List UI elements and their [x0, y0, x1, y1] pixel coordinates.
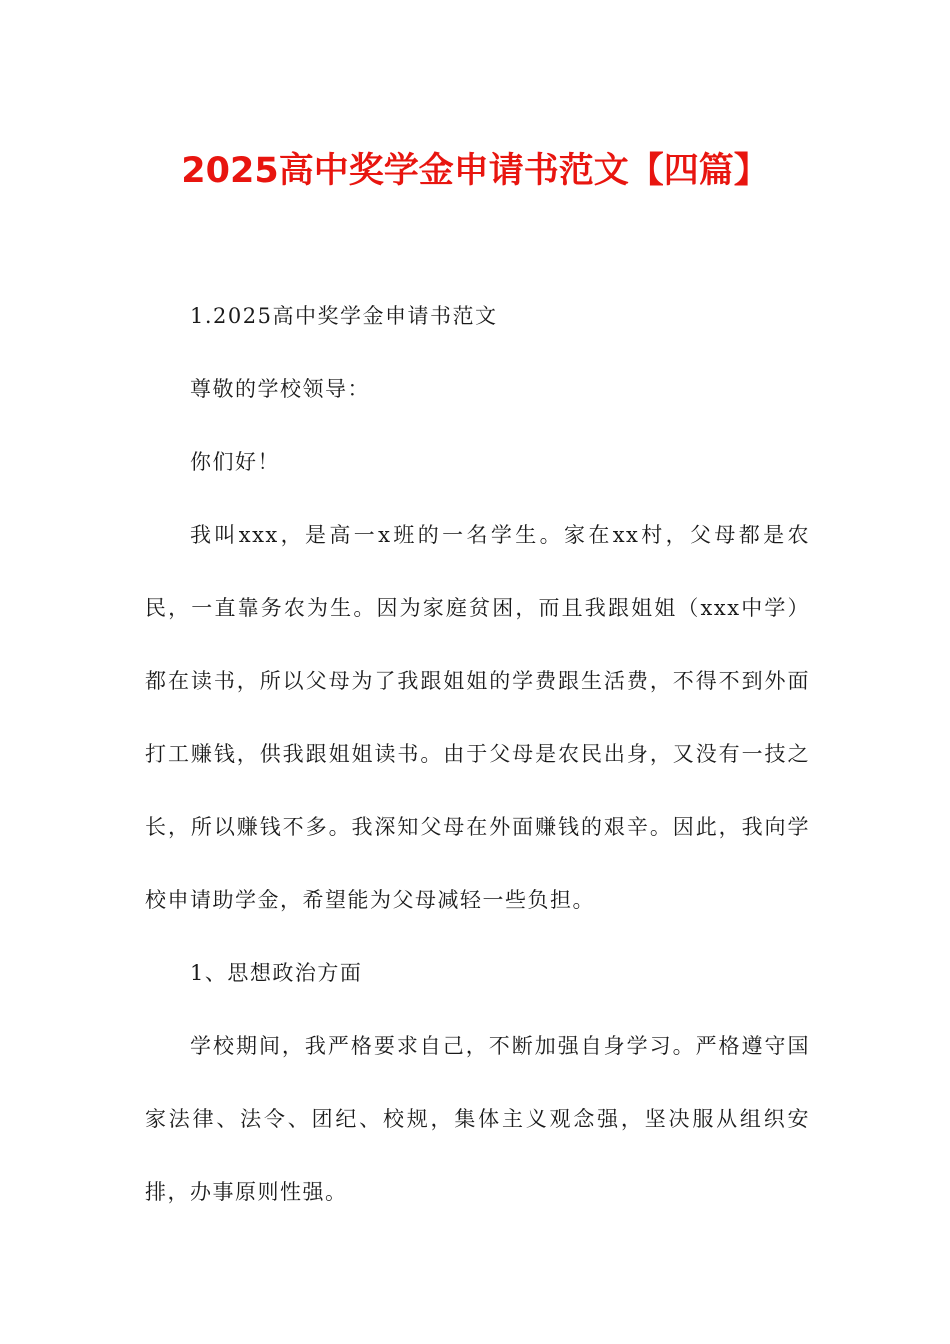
section-heading: 1.2025高中奖学金申请书范文 — [190, 304, 498, 328]
greeting: 你们好！ — [190, 450, 280, 474]
salutation: 尊敬的学校领导： — [190, 377, 370, 401]
body-paragraph: 我叫xxx，是高一x班的一名学生。家在xx村，父母都是农民，一直靠务农为生。因为家庭贫困，而且我跟姐姐（xxx中学）都在读书，所以父母为了我跟姐姐的学费跟生活费，不得不到外面打工赚钱，供我跟姐姐读书。由于父母是农民出身，又没有一技之长，所以赚钱不多。我深知父母在外面赚钱的艰辛。因此，我向学校申请助学金，希望能为父母减轻一些负担。 — [145, 523, 810, 912]
subsection-heading: 1、思想政治方面 — [190, 961, 363, 985]
document-title: 2025高中奖学金申请书范文【四篇】 — [181, 151, 769, 191]
document-body — [145, 280, 810, 1229]
body-paragraph: 学校期间，我严格要求自己，不断加强自身学习。严格遵守国家法律、法令、团纪、校规，集体主义观念强，坚决服从组织安排，办事原则性强。 — [145, 1034, 810, 1204]
